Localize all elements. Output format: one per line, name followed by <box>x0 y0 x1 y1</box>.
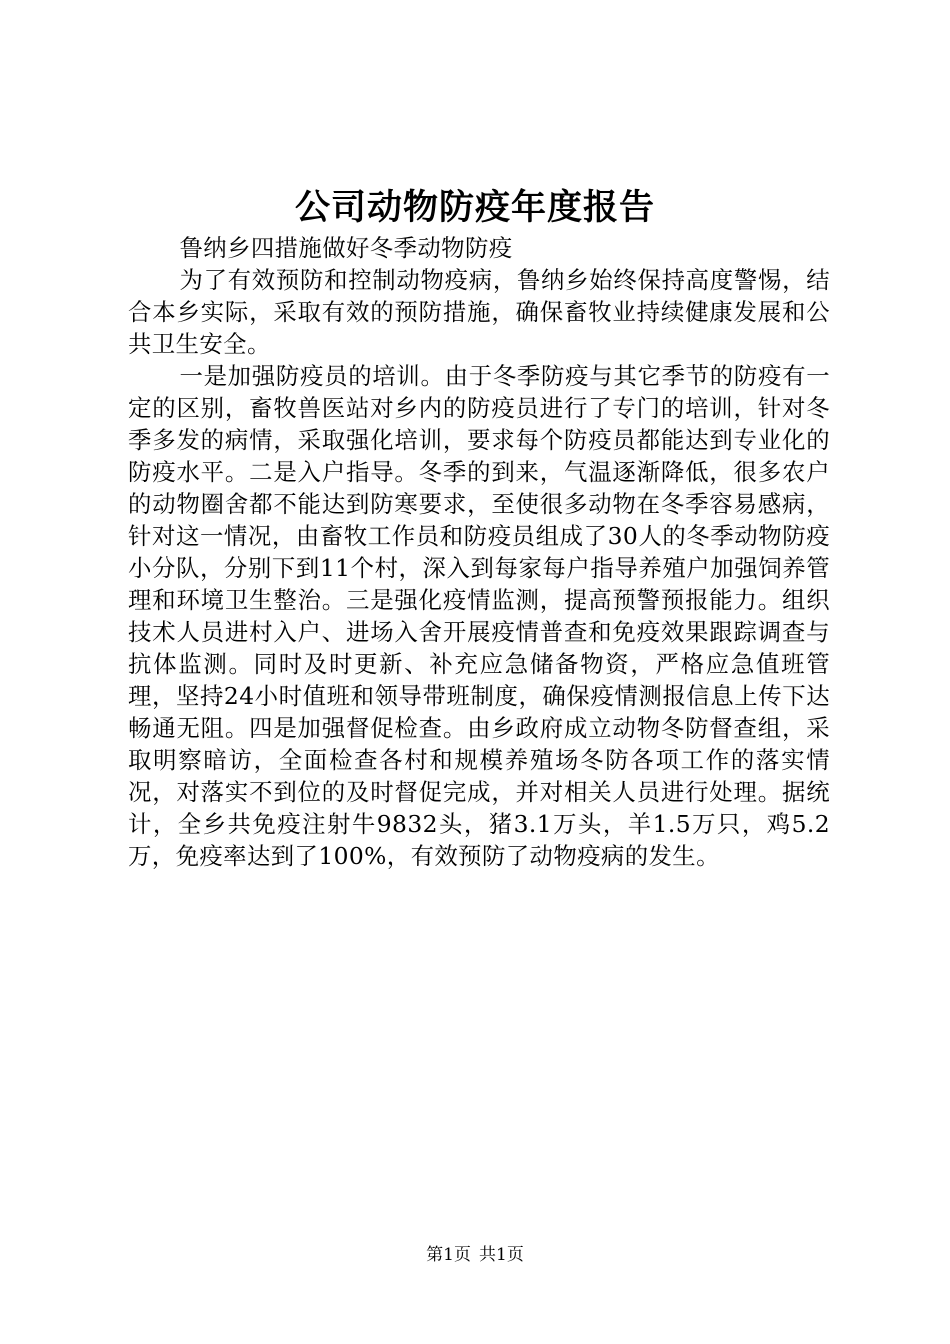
paragraph-intro: 为了有效预防和控制动物疫病，鲁纳乡始终保持高度警惕，结合本乡实际，采取有效的预防措施，确保畜牧业持续健康发展和公共卫生安全。 <box>128 266 830 358</box>
document-body <box>128 232 830 872</box>
document-title: 公司动物防疫年度报告 <box>294 187 655 228</box>
page-number: 第1页 <box>426 1245 471 1265</box>
paragraph-subtitle: 鲁纳乡四措施做好冬季动物防疫 <box>179 234 513 262</box>
page-footer <box>0 1244 950 1266</box>
page-total: 共1页 <box>479 1245 524 1265</box>
paragraph-measures: 一是加强防疫员的培训。由于冬季防疫与其它季节的防疫有一定的区别，畜牧兽医站对乡内的防疫员进行了专门的培训，针对冬季多发的病情，采取强化培训，要求每个防疫员都能达到专业化的防疫水平。二是入户指导。冬季的到来，气温逐渐降低，很多农户的动物圈舍都不能达到防寒要求，至使很多动物在冬季容易感病，针对这一情况，由畜牧工作员和防疫员组成了30人的冬季动物防疫小分队，分别下到11个村，深入到每家每户指导养殖户加强饲养管理和环境卫生整治。三是强化疫情监测，提高预警预报能力。组织技术人员进村入户、进场入舍开展疫情普查和免疫效果跟踪调查与抗体监测。同时及时更新、补充应急储备物资，严格应急值班管理，坚持24小时值班和领导带班制度，确保疫情测报信息上传下达畅通无阻。四是加强督促检查。由乡政府成立动物冬防督查组，采取明察暗访，全面检查各村和规模养殖场冬防各项工作的落实情况，对落实不到位的及时督促完成，并对相关人员进行处理。据统计，全乡共免疫注射牛9832头，猪3.1万头，羊1.5万只，鸡5.2万，免疫率达到了100%，有效预防了动物疫病的发生。 <box>128 362 830 870</box>
